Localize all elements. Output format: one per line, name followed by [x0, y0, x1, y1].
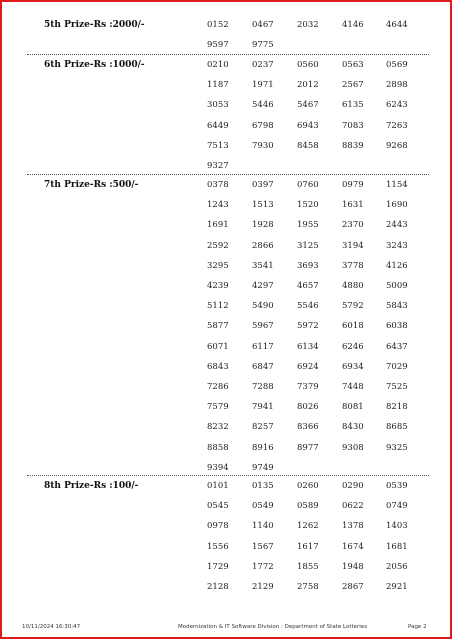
- number-row: [2, 39, 452, 51]
- number-row: [2, 541, 452, 553]
- winning-number: 1513: [252, 200, 274, 211]
- prize-title: 7th Prize-Rs :500/-: [44, 180, 139, 190]
- winning-number: 7029: [386, 361, 408, 372]
- number-row: [2, 300, 452, 312]
- winning-number: 8081: [342, 402, 364, 413]
- winning-number: 5112: [207, 301, 229, 312]
- winning-number: 9308: [342, 442, 364, 453]
- winning-number: 5490: [252, 301, 274, 312]
- footer-timestamp: 10/11/2024 16:30:47: [22, 624, 81, 630]
- winning-number: 8026: [297, 402, 319, 413]
- number-row: [2, 462, 452, 474]
- winning-number: 7288: [252, 382, 274, 392]
- winning-number: 3125: [297, 240, 319, 251]
- winning-number: 1556: [207, 541, 229, 552]
- winning-number: 1378: [342, 521, 364, 532]
- number-row: [2, 421, 452, 433]
- winning-number: 8366: [297, 422, 319, 433]
- winning-number: 1140: [252, 521, 274, 532]
- winning-number: 3693: [297, 260, 319, 271]
- winning-number: 0563: [342, 60, 364, 70]
- winning-number: 2443: [386, 220, 408, 231]
- prize-title: 5th Prize-Rs :2000/-: [44, 20, 145, 30]
- winning-number: 9394: [207, 462, 229, 473]
- number-row: [2, 320, 452, 332]
- footer-division: Modernization & IT Software Division : Department of State Lotteries: [178, 624, 368, 630]
- winning-number: 7379: [297, 382, 319, 392]
- winning-number: 2012: [297, 80, 319, 91]
- winning-number: 8858: [207, 442, 229, 453]
- number-row: [2, 179, 452, 191]
- number-row: [2, 381, 452, 393]
- prize-title: 6th Prize-Rs :1000/-: [44, 60, 145, 70]
- winning-number: 2758: [297, 582, 319, 592]
- winning-number: 2129: [252, 582, 274, 592]
- winning-number: 1971: [252, 80, 274, 91]
- section-divider: [27, 54, 429, 55]
- number-row: [2, 561, 452, 573]
- number-row: [2, 581, 452, 593]
- winning-number: 3295: [207, 260, 229, 271]
- winning-number: 5467: [297, 100, 319, 111]
- winning-number: 0260: [297, 481, 319, 491]
- number-row: [2, 79, 452, 91]
- winning-number: 1403: [386, 521, 408, 532]
- winning-number: 1772: [252, 561, 274, 572]
- winning-number: 0101: [207, 481, 229, 491]
- winning-number: 2032: [297, 20, 319, 30]
- winning-number: 5967: [252, 321, 274, 332]
- winning-number: 0549: [252, 501, 274, 512]
- winning-number: 0622: [342, 501, 364, 512]
- number-row: [2, 99, 452, 111]
- winning-number: 0539: [386, 481, 408, 491]
- winning-number: 0397: [252, 180, 274, 190]
- winning-number: 0979: [342, 180, 364, 190]
- winning-number: 1955: [297, 220, 319, 231]
- winning-number: 7286: [207, 382, 229, 392]
- winning-number: 3541: [252, 260, 274, 271]
- number-row: [2, 480, 452, 492]
- winning-number: 8977: [297, 442, 319, 453]
- number-row: [2, 401, 452, 413]
- winning-number: 6117: [252, 341, 274, 352]
- winning-number: 1674: [342, 541, 364, 552]
- winning-number: 8685: [386, 422, 408, 433]
- winning-number: 4297: [252, 281, 274, 291]
- winning-number: 2921: [386, 582, 408, 592]
- winning-number: 3243: [386, 240, 408, 251]
- winning-number: 9775: [252, 40, 274, 51]
- number-row: [2, 59, 452, 71]
- winning-number: 1631: [342, 200, 364, 211]
- section-divider: [27, 475, 429, 476]
- winning-number: 6071: [207, 341, 229, 352]
- winning-number: 1729: [207, 561, 229, 572]
- winning-number: 0237: [252, 60, 274, 70]
- winning-number: 8232: [207, 422, 229, 433]
- winning-number: 1948: [342, 561, 364, 572]
- winning-number: 9749: [252, 462, 274, 473]
- winning-number: 0589: [297, 501, 319, 512]
- winning-number: 0378: [207, 180, 229, 190]
- winning-number: 1262: [297, 521, 319, 532]
- winning-number: 6135: [342, 100, 364, 111]
- winning-number: 2867: [342, 582, 364, 592]
- winning-number: 5446: [252, 100, 274, 111]
- number-row: [2, 280, 452, 292]
- winning-number: 0135: [252, 481, 274, 491]
- winning-number: 9597: [207, 40, 229, 51]
- winning-number: 8430: [342, 422, 364, 433]
- number-row: [2, 442, 452, 454]
- winning-number: 1567: [252, 541, 274, 552]
- winning-number: 2370: [342, 220, 364, 231]
- winning-number: 4146: [342, 20, 364, 30]
- winning-number: 3778: [342, 260, 364, 271]
- number-row: [2, 260, 452, 272]
- winning-number: 4644: [386, 20, 408, 30]
- prize-title: 8th Prize-Rs :100/-: [44, 481, 139, 491]
- winning-number: 7513: [207, 140, 229, 151]
- winning-number: 6134: [297, 341, 319, 352]
- winning-number: 6798: [252, 120, 274, 131]
- winning-number: 6243: [386, 100, 408, 111]
- number-row: [2, 219, 452, 231]
- winning-number: 0290: [342, 481, 364, 491]
- winning-number: 7263: [386, 120, 408, 131]
- page-footer: [2, 624, 452, 634]
- winning-number: 1681: [386, 541, 408, 552]
- winning-number: 0210: [207, 60, 229, 70]
- winning-number: 4239: [207, 281, 229, 291]
- number-row: [2, 120, 452, 132]
- winning-number: 0978: [207, 521, 229, 532]
- winning-number: 0749: [386, 501, 408, 512]
- number-row: [2, 199, 452, 211]
- section-divider: [27, 174, 429, 175]
- winning-number: 6246: [342, 341, 364, 352]
- winning-number: 6843: [207, 361, 229, 372]
- winning-number: 0152: [207, 20, 229, 30]
- winning-number: 6924: [297, 361, 319, 372]
- winning-number: 5972: [297, 321, 319, 332]
- winning-number: 3053: [207, 100, 229, 111]
- winning-number: 4657: [297, 281, 319, 291]
- winning-number: 3194: [342, 240, 364, 251]
- winning-number: 8257: [252, 422, 274, 433]
- winning-number: 1855: [297, 561, 319, 572]
- winning-number: 1690: [386, 200, 408, 211]
- winning-number: 1243: [207, 200, 229, 211]
- winning-number: 0760: [297, 180, 319, 190]
- winning-number: 1691: [207, 220, 229, 231]
- winning-number: 1187: [207, 80, 229, 91]
- winning-number: 9268: [386, 140, 408, 151]
- number-row: [2, 361, 452, 373]
- winning-number: 7930: [252, 140, 274, 151]
- number-row: [2, 500, 452, 512]
- winning-number: 6018: [342, 321, 364, 332]
- winning-number: 7448: [342, 382, 364, 392]
- winning-number: 4880: [342, 281, 364, 291]
- winning-number: 8916: [252, 442, 274, 453]
- winning-number: 8839: [342, 140, 364, 151]
- winning-number: 7579: [207, 402, 229, 413]
- winning-number: 6847: [252, 361, 274, 372]
- winning-number: 6943: [297, 120, 319, 131]
- winning-number: 7083: [342, 120, 364, 131]
- winning-number: 0467: [252, 20, 274, 30]
- winning-number: 1617: [297, 541, 319, 552]
- winning-number: 5843: [386, 301, 408, 312]
- winning-number: 5792: [342, 301, 364, 312]
- winning-number: 4126: [386, 260, 408, 271]
- winning-number: 0560: [297, 60, 319, 70]
- winning-number: 0569: [386, 60, 408, 70]
- winning-number: 9327: [207, 161, 229, 171]
- number-row: [2, 19, 452, 31]
- winning-number: 1928: [252, 220, 274, 231]
- winning-number: 1154: [386, 180, 408, 190]
- number-row: [2, 160, 452, 172]
- winning-number: 2128: [207, 582, 229, 592]
- winning-number: 6449: [207, 120, 229, 131]
- number-row: [2, 240, 452, 252]
- winning-number: 6038: [386, 321, 408, 332]
- winning-number: 6934: [342, 361, 364, 372]
- winning-number: 1520: [297, 200, 319, 211]
- number-row: [2, 140, 452, 152]
- winning-number: 5546: [297, 301, 319, 312]
- number-row: [2, 520, 452, 532]
- winning-number: 7941: [252, 402, 274, 413]
- winning-number: 2866: [252, 240, 274, 251]
- winning-number: 8458: [297, 140, 319, 151]
- winning-number: 5877: [207, 321, 229, 332]
- number-row: [2, 341, 452, 353]
- winning-number: 2567: [342, 80, 364, 91]
- winning-number: 2898: [386, 80, 408, 91]
- winning-number: 2056: [386, 561, 408, 572]
- winning-number: 5009: [386, 281, 408, 291]
- winning-number: 9325: [386, 442, 408, 453]
- winning-number: 8218: [386, 402, 408, 413]
- winning-number: 6437: [386, 341, 408, 352]
- footer-page-number: Page 2: [408, 624, 427, 630]
- winning-number: 7525: [386, 382, 408, 392]
- winning-number: 2592: [207, 240, 229, 251]
- winning-number: 0545: [207, 501, 229, 512]
